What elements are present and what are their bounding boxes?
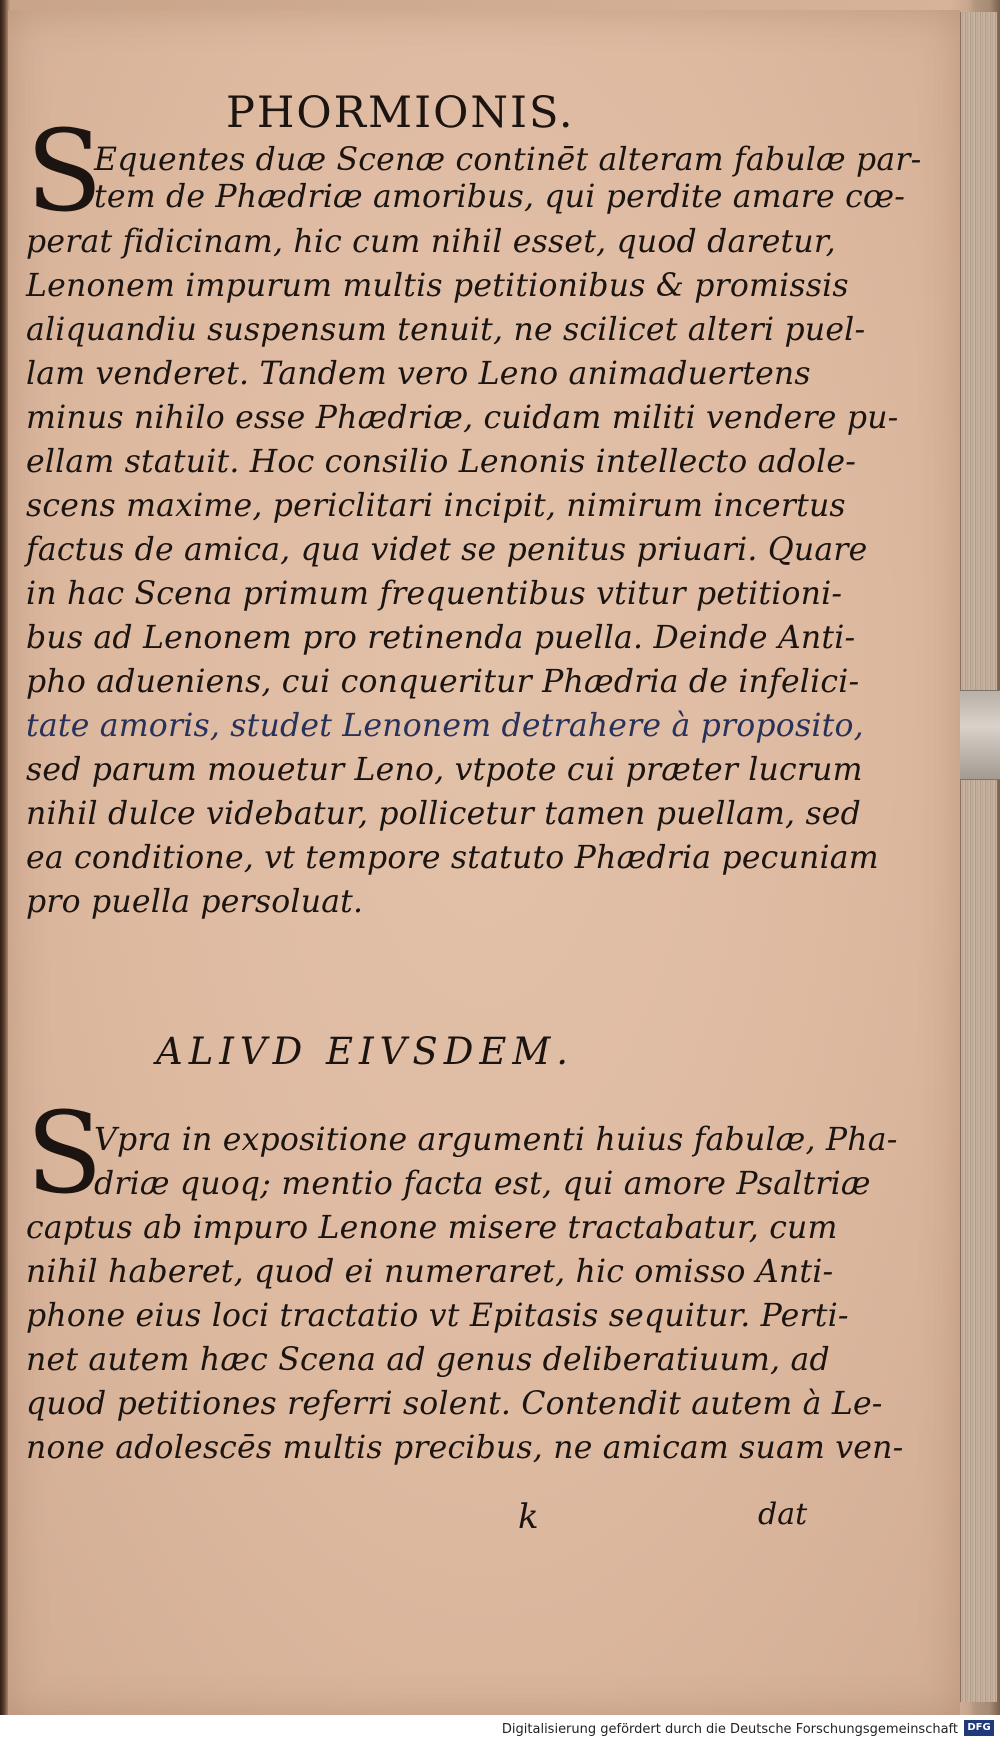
dropcap-first: S <box>26 107 103 237</box>
text-line: lam venderet. Tandem vero Leno animaduertens <box>26 356 811 392</box>
dfg-logo-icon: DFG <box>964 1720 994 1736</box>
signature-mark: k <box>518 1497 539 1537</box>
text-line: Equentes duæ Scenæ continēt alteram fabulæ par- <box>94 142 922 178</box>
footer-credit: Digitalisierung gefördert durch die Deutsche Forschungsgemeinschaft <box>501 1722 958 1737</box>
text-line: in hac Scena primum frequentibus vtitur petitioni- <box>26 576 843 612</box>
text-line: aliquandiu suspensum tenuit, ne scilicet alteri puel- <box>26 312 866 348</box>
text-line: bus ad Lenonem pro retinenda puella. Deinde Anti- <box>26 620 856 656</box>
text-line: sed parum mouetur Leno, vtpote cui præter lucrum <box>26 752 863 788</box>
text-line: pro puella persoluat. <box>26 884 364 920</box>
text-line: ellam statuit. Hoc consilio Lenonis intellecto adole- <box>26 444 857 480</box>
text-line: Lenonem impurum multis petitionibus & promissis <box>26 268 849 304</box>
text-line: driæ quoq; mentio facta est, qui amore Psaltriæ <box>94 1166 871 1202</box>
catchword: dat <box>758 1497 808 1532</box>
section-heading: ALIVD EIVSDEM. <box>156 1030 575 1073</box>
text-line: perat fidicinam, hic cum nihil esset, quod daretur, <box>26 224 836 260</box>
text-line: net autem hæc Scena ad genus deliberatiuum, ad <box>26 1342 830 1378</box>
text-line: captus ab impuro Lenone misere tractabatur, cum <box>26 1210 838 1246</box>
text-line: nihil haberet, quod ei numeraret, hic omisso Anti- <box>26 1254 834 1290</box>
text-line: nihil dulce videbatur, pollicetur tamen puellam, sed <box>26 796 862 832</box>
book-page <box>8 10 960 1715</box>
text-line: Vpra in expositione argumenti huius fabulæ, Pha- <box>94 1122 898 1158</box>
text-line: phone eius loci tractatio vt Epitasis sequitur. Perti- <box>26 1298 849 1334</box>
paragraph-second-body <box>26 1206 904 1470</box>
digitization-footer <box>0 1715 1000 1743</box>
text-line: none adolescēs multis precibus, ne amicam suam ven- <box>26 1430 904 1466</box>
paragraph-second <box>94 1118 898 1206</box>
text-line: pho adueniens, cui conqueritur Phædria de infelici- <box>26 664 860 700</box>
dropcap-second: S <box>26 1089 103 1219</box>
paragraph-first <box>94 142 922 216</box>
paragraph-first-body <box>26 220 899 924</box>
text-line: ea conditione, vt tempore statuto Phædria pecuniam <box>26 840 879 876</box>
page-text <box>8 10 960 1715</box>
text-line: minus nihilo esse Phædriæ, cuidam militi vendere pu- <box>26 400 899 436</box>
running-head: PHORMIONIS. <box>226 88 575 138</box>
text-line: tate amoris, studet Lenonem detrahere à proposito, <box>26 708 864 744</box>
text-line: scens maxime, periclitari incipit, nimirum incertus <box>26 488 846 524</box>
text-line: quod petitiones referri solent. Contendit autem à Le- <box>26 1386 883 1422</box>
text-line: tem de Phædriæ amoribus, qui perdite amare cœ- <box>94 179 906 215</box>
page-fore-edge <box>960 12 997 1702</box>
text-line: factus de amica, qua videt se penitus priuari. Quare <box>26 532 868 568</box>
